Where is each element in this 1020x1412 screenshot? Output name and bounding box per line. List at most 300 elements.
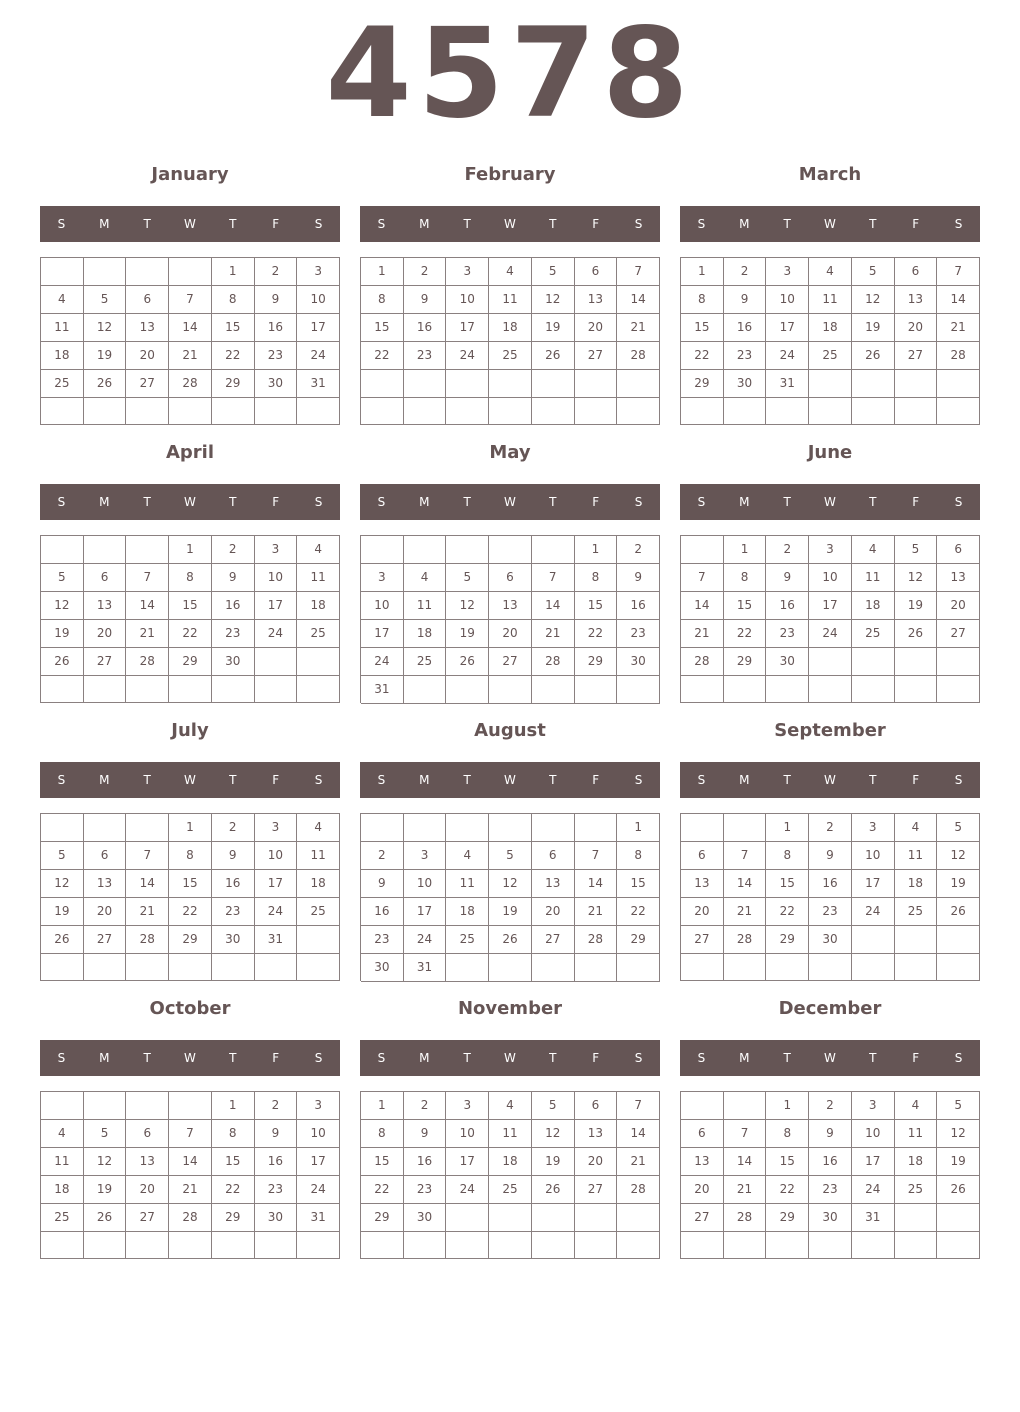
day-cell: 17 bbox=[297, 314, 340, 342]
empty-day-cell bbox=[84, 1232, 127, 1259]
day-cell: 15 bbox=[361, 314, 404, 342]
empty-day-cell bbox=[895, 370, 938, 398]
empty-day-cell bbox=[575, 954, 618, 982]
empty-day-cell bbox=[255, 676, 298, 703]
day-cell: 24 bbox=[404, 926, 447, 954]
day-cell: 5 bbox=[489, 842, 532, 870]
day-cell: 13 bbox=[681, 870, 724, 898]
weekday-label: T bbox=[549, 1051, 557, 1065]
day-cell: 22 bbox=[766, 898, 809, 926]
day-grid bbox=[360, 257, 660, 425]
day-cell: 23 bbox=[404, 1176, 447, 1204]
day-cell: 29 bbox=[724, 648, 767, 676]
day-cell: 20 bbox=[681, 898, 724, 926]
empty-day-cell bbox=[852, 648, 895, 676]
empty-day-cell bbox=[404, 370, 447, 398]
day-cell: 21 bbox=[937, 314, 980, 342]
day-cell: 1 bbox=[361, 1092, 404, 1120]
day-cell: 16 bbox=[617, 592, 660, 620]
weekday-label: S bbox=[57, 495, 66, 509]
day-cell: 1 bbox=[361, 258, 404, 286]
day-cell: 12 bbox=[446, 592, 489, 620]
day-cell: 16 bbox=[361, 898, 404, 926]
empty-day-cell bbox=[937, 370, 980, 398]
day-cell: 17 bbox=[852, 1148, 895, 1176]
day-cell: 5 bbox=[937, 1092, 980, 1120]
weekday-label: M bbox=[419, 1051, 430, 1065]
day-cell: 5 bbox=[41, 842, 84, 870]
weekday-label: S bbox=[314, 1051, 323, 1065]
day-cell: 5 bbox=[852, 258, 895, 286]
weekday-label: S bbox=[954, 217, 963, 231]
day-cell: 5 bbox=[532, 1092, 575, 1120]
day-cell: 13 bbox=[489, 592, 532, 620]
day-cell: 21 bbox=[126, 898, 169, 926]
empty-day-cell bbox=[681, 954, 724, 981]
day-cell: 26 bbox=[937, 1176, 980, 1204]
empty-day-cell bbox=[724, 1232, 767, 1259]
empty-day-cell bbox=[809, 1232, 852, 1259]
weekday-header bbox=[680, 206, 980, 242]
day-cell: 17 bbox=[809, 592, 852, 620]
empty-day-cell bbox=[126, 258, 169, 286]
day-cell: 21 bbox=[724, 1176, 767, 1204]
empty-day-cell bbox=[169, 258, 212, 286]
day-cell: 14 bbox=[617, 1120, 660, 1148]
empty-day-cell bbox=[446, 398, 489, 426]
day-cell: 26 bbox=[489, 926, 532, 954]
empty-day-cell bbox=[41, 398, 84, 425]
empty-day-cell bbox=[212, 676, 255, 703]
empty-day-cell bbox=[724, 398, 767, 425]
day-cell: 12 bbox=[937, 842, 980, 870]
day-cell: 8 bbox=[361, 286, 404, 314]
day-cell: 22 bbox=[212, 342, 255, 370]
day-cell: 6 bbox=[126, 1120, 169, 1148]
empty-day-cell bbox=[84, 814, 127, 842]
day-cell: 12 bbox=[84, 314, 127, 342]
day-cell: 29 bbox=[212, 1204, 255, 1232]
empty-day-cell bbox=[255, 1232, 298, 1259]
weekday-label: S bbox=[57, 773, 66, 787]
day-cell: 22 bbox=[212, 1176, 255, 1204]
day-cell: 1 bbox=[766, 814, 809, 842]
day-cell: 25 bbox=[404, 648, 447, 676]
day-cell: 28 bbox=[617, 1176, 660, 1204]
day-cell: 6 bbox=[84, 842, 127, 870]
empty-day-cell bbox=[681, 1232, 724, 1259]
day-cell: 27 bbox=[575, 342, 618, 370]
day-cell: 16 bbox=[809, 1148, 852, 1176]
day-cell: 26 bbox=[84, 1204, 127, 1232]
empty-day-cell bbox=[446, 814, 489, 842]
day-cell: 28 bbox=[937, 342, 980, 370]
empty-day-cell bbox=[489, 536, 532, 564]
day-cell: 15 bbox=[617, 870, 660, 898]
day-cell: 6 bbox=[895, 258, 938, 286]
day-cell: 9 bbox=[766, 564, 809, 592]
empty-day-cell bbox=[575, 1232, 618, 1259]
month-title: September bbox=[774, 720, 886, 741]
day-cell: 13 bbox=[84, 592, 127, 620]
weekday-label: F bbox=[272, 495, 280, 509]
day-cell: 23 bbox=[404, 342, 447, 370]
empty-day-cell bbox=[724, 954, 767, 981]
day-cell: 10 bbox=[297, 286, 340, 314]
day-cell: 26 bbox=[532, 1176, 575, 1204]
weekday-label: T bbox=[143, 1051, 151, 1065]
day-cell: 10 bbox=[255, 564, 298, 592]
month-june bbox=[680, 438, 980, 708]
day-cell: 28 bbox=[169, 370, 212, 398]
weekday-label: T bbox=[143, 773, 151, 787]
weekday-label: M bbox=[419, 495, 430, 509]
day-cell: 23 bbox=[255, 1176, 298, 1204]
day-cell: 2 bbox=[809, 814, 852, 842]
empty-day-cell bbox=[361, 1232, 404, 1259]
day-cell: 19 bbox=[532, 314, 575, 342]
day-cell: 6 bbox=[937, 536, 980, 564]
day-cell: 26 bbox=[84, 370, 127, 398]
day-cell: 9 bbox=[809, 842, 852, 870]
weekday-label: F bbox=[592, 773, 600, 787]
empty-day-cell bbox=[404, 536, 447, 564]
weekday-label: T bbox=[229, 1051, 237, 1065]
day-cell: 1 bbox=[681, 258, 724, 286]
day-cell: 4 bbox=[489, 1092, 532, 1120]
empty-day-cell bbox=[404, 1232, 447, 1259]
day-grid bbox=[680, 813, 980, 981]
empty-day-cell bbox=[681, 398, 724, 425]
day-cell: 5 bbox=[937, 814, 980, 842]
day-cell: 19 bbox=[84, 342, 127, 370]
weekday-header bbox=[360, 206, 660, 242]
day-cell: 25 bbox=[895, 1176, 938, 1204]
day-cell: 29 bbox=[617, 926, 660, 954]
day-cell: 9 bbox=[255, 1120, 298, 1148]
empty-day-cell bbox=[361, 536, 404, 564]
day-cell: 27 bbox=[489, 648, 532, 676]
weekday-label: S bbox=[697, 495, 706, 509]
day-cell: 7 bbox=[617, 1092, 660, 1120]
empty-day-cell bbox=[681, 536, 724, 564]
empty-day-cell bbox=[489, 954, 532, 982]
day-grid bbox=[680, 535, 980, 703]
weekday-label: T bbox=[869, 217, 877, 231]
day-cell: 18 bbox=[895, 1148, 938, 1176]
weekday-label: T bbox=[783, 1051, 791, 1065]
day-cell: 9 bbox=[212, 842, 255, 870]
day-cell: 4 bbox=[895, 814, 938, 842]
empty-day-cell bbox=[937, 398, 980, 425]
day-cell: 24 bbox=[255, 898, 298, 926]
day-grid bbox=[40, 535, 340, 703]
day-cell: 24 bbox=[361, 648, 404, 676]
month-april bbox=[40, 438, 340, 708]
empty-day-cell bbox=[489, 370, 532, 398]
empty-day-cell bbox=[809, 676, 852, 703]
day-cell: 23 bbox=[724, 342, 767, 370]
empty-day-cell bbox=[532, 370, 575, 398]
weekday-label: S bbox=[634, 773, 643, 787]
weekday-label: F bbox=[592, 217, 600, 231]
day-cell: 13 bbox=[126, 1148, 169, 1176]
day-cell: 21 bbox=[169, 342, 212, 370]
day-cell: 5 bbox=[84, 286, 127, 314]
month-february bbox=[360, 160, 660, 430]
day-cell: 16 bbox=[766, 592, 809, 620]
weekday-header bbox=[40, 1040, 340, 1076]
day-cell: 8 bbox=[361, 1120, 404, 1148]
weekday-label: S bbox=[634, 1051, 643, 1065]
day-cell: 6 bbox=[575, 258, 618, 286]
day-cell: 14 bbox=[169, 314, 212, 342]
day-cell: 13 bbox=[126, 314, 169, 342]
weekday-label: S bbox=[954, 773, 963, 787]
weekday-header bbox=[360, 762, 660, 798]
weekday-label: F bbox=[272, 1051, 280, 1065]
empty-day-cell bbox=[404, 676, 447, 704]
day-cell: 28 bbox=[126, 648, 169, 676]
day-cell: 11 bbox=[895, 1120, 938, 1148]
empty-day-cell bbox=[41, 814, 84, 842]
day-cell: 29 bbox=[575, 648, 618, 676]
month-july bbox=[40, 716, 340, 986]
empty-day-cell bbox=[617, 676, 660, 704]
empty-day-cell bbox=[169, 954, 212, 981]
day-cell: 24 bbox=[852, 898, 895, 926]
day-cell: 22 bbox=[766, 1176, 809, 1204]
day-cell: 27 bbox=[84, 648, 127, 676]
day-cell: 14 bbox=[169, 1148, 212, 1176]
day-cell: 3 bbox=[766, 258, 809, 286]
day-cell: 6 bbox=[681, 842, 724, 870]
weekday-label: M bbox=[419, 773, 430, 787]
empty-day-cell bbox=[84, 398, 127, 425]
day-cell: 27 bbox=[84, 926, 127, 954]
day-cell: 12 bbox=[84, 1148, 127, 1176]
empty-day-cell bbox=[681, 676, 724, 703]
weekday-label: M bbox=[99, 217, 110, 231]
day-cell: 29 bbox=[766, 926, 809, 954]
day-cell: 14 bbox=[681, 592, 724, 620]
day-cell: 21 bbox=[169, 1176, 212, 1204]
day-cell: 16 bbox=[212, 870, 255, 898]
day-cell: 3 bbox=[361, 564, 404, 592]
day-cell: 2 bbox=[255, 258, 298, 286]
weekday-header bbox=[360, 1040, 660, 1076]
day-cell: 6 bbox=[489, 564, 532, 592]
day-cell: 11 bbox=[895, 842, 938, 870]
day-cell: 30 bbox=[766, 648, 809, 676]
weekday-label: M bbox=[739, 495, 750, 509]
day-cell: 30 bbox=[255, 370, 298, 398]
day-cell: 1 bbox=[212, 258, 255, 286]
empty-day-cell bbox=[84, 258, 127, 286]
day-cell: 27 bbox=[532, 926, 575, 954]
day-cell: 30 bbox=[724, 370, 767, 398]
day-cell: 16 bbox=[809, 870, 852, 898]
weekday-label: S bbox=[57, 1051, 66, 1065]
month-title: July bbox=[171, 720, 209, 741]
day-cell: 23 bbox=[255, 342, 298, 370]
empty-day-cell bbox=[212, 954, 255, 981]
weekday-label: F bbox=[592, 1051, 600, 1065]
day-cell: 1 bbox=[212, 1092, 255, 1120]
day-cell: 11 bbox=[809, 286, 852, 314]
empty-day-cell bbox=[255, 954, 298, 981]
empty-day-cell bbox=[766, 1232, 809, 1259]
weekday-label: M bbox=[739, 217, 750, 231]
day-cell: 25 bbox=[895, 898, 938, 926]
day-cell: 27 bbox=[681, 1204, 724, 1232]
day-cell: 15 bbox=[169, 870, 212, 898]
day-cell: 7 bbox=[126, 564, 169, 592]
day-cell: 8 bbox=[169, 564, 212, 592]
day-cell: 23 bbox=[212, 898, 255, 926]
empty-day-cell bbox=[212, 1232, 255, 1259]
empty-day-cell bbox=[489, 814, 532, 842]
day-cell: 25 bbox=[297, 620, 340, 648]
empty-day-cell bbox=[937, 676, 980, 703]
day-cell: 13 bbox=[575, 286, 618, 314]
empty-day-cell bbox=[575, 1204, 618, 1232]
day-cell: 16 bbox=[404, 1148, 447, 1176]
empty-day-cell bbox=[724, 814, 767, 842]
day-cell: 24 bbox=[809, 620, 852, 648]
day-cell: 30 bbox=[361, 954, 404, 982]
day-cell: 13 bbox=[895, 286, 938, 314]
empty-day-cell bbox=[532, 536, 575, 564]
empty-day-cell bbox=[84, 1092, 127, 1120]
day-cell: 28 bbox=[126, 926, 169, 954]
day-cell: 11 bbox=[404, 592, 447, 620]
day-cell: 8 bbox=[617, 842, 660, 870]
weekday-label: T bbox=[783, 217, 791, 231]
day-cell: 25 bbox=[41, 370, 84, 398]
day-cell: 21 bbox=[681, 620, 724, 648]
weekday-header bbox=[40, 206, 340, 242]
day-cell: 25 bbox=[809, 342, 852, 370]
day-cell: 17 bbox=[255, 870, 298, 898]
day-cell: 4 bbox=[41, 1120, 84, 1148]
empty-day-cell bbox=[681, 1092, 724, 1120]
day-cell: 26 bbox=[41, 926, 84, 954]
day-cell: 4 bbox=[895, 1092, 938, 1120]
weekday-label: S bbox=[697, 1051, 706, 1065]
day-cell: 1 bbox=[617, 814, 660, 842]
day-cell: 12 bbox=[532, 1120, 575, 1148]
day-cell: 7 bbox=[169, 286, 212, 314]
empty-day-cell bbox=[766, 954, 809, 981]
empty-day-cell bbox=[937, 1204, 980, 1232]
empty-day-cell bbox=[297, 398, 340, 425]
day-cell: 22 bbox=[169, 620, 212, 648]
day-cell: 24 bbox=[766, 342, 809, 370]
weekday-label: T bbox=[783, 773, 791, 787]
day-grid bbox=[40, 1091, 340, 1259]
day-cell: 9 bbox=[404, 286, 447, 314]
day-cell: 18 bbox=[446, 898, 489, 926]
day-cell: 21 bbox=[617, 1148, 660, 1176]
day-cell: 2 bbox=[361, 842, 404, 870]
empty-day-cell bbox=[446, 536, 489, 564]
empty-day-cell bbox=[297, 676, 340, 703]
empty-day-cell bbox=[126, 1092, 169, 1120]
day-cell: 30 bbox=[617, 648, 660, 676]
day-cell: 12 bbox=[41, 592, 84, 620]
day-cell: 29 bbox=[361, 1204, 404, 1232]
day-cell: 16 bbox=[255, 1148, 298, 1176]
day-cell: 24 bbox=[446, 342, 489, 370]
weekday-label: W bbox=[184, 217, 196, 231]
day-cell: 3 bbox=[446, 258, 489, 286]
empty-day-cell bbox=[212, 398, 255, 425]
day-cell: 20 bbox=[126, 1176, 169, 1204]
empty-day-cell bbox=[852, 676, 895, 703]
empty-day-cell bbox=[446, 1232, 489, 1259]
empty-day-cell bbox=[575, 676, 618, 704]
day-cell: 24 bbox=[852, 1176, 895, 1204]
day-cell: 27 bbox=[126, 370, 169, 398]
empty-day-cell bbox=[617, 398, 660, 426]
month-september bbox=[680, 716, 980, 986]
day-cell: 20 bbox=[532, 898, 575, 926]
day-cell: 25 bbox=[446, 926, 489, 954]
day-cell: 6 bbox=[84, 564, 127, 592]
day-cell: 13 bbox=[937, 564, 980, 592]
day-cell: 3 bbox=[255, 536, 298, 564]
day-cell: 19 bbox=[489, 898, 532, 926]
day-cell: 4 bbox=[446, 842, 489, 870]
day-cell: 4 bbox=[809, 258, 852, 286]
empty-day-cell bbox=[575, 814, 618, 842]
day-cell: 9 bbox=[404, 1120, 447, 1148]
day-cell: 23 bbox=[809, 1176, 852, 1204]
day-cell: 15 bbox=[212, 314, 255, 342]
weekday-label: T bbox=[549, 217, 557, 231]
day-cell: 14 bbox=[724, 1148, 767, 1176]
day-cell: 23 bbox=[617, 620, 660, 648]
day-cell: 18 bbox=[41, 342, 84, 370]
weekday-label: W bbox=[184, 495, 196, 509]
day-cell: 29 bbox=[169, 648, 212, 676]
day-cell: 23 bbox=[766, 620, 809, 648]
day-cell: 10 bbox=[361, 592, 404, 620]
weekday-label: S bbox=[377, 217, 386, 231]
month-december bbox=[680, 994, 980, 1264]
empty-day-cell bbox=[126, 1232, 169, 1259]
day-cell: 22 bbox=[361, 1176, 404, 1204]
day-cell: 31 bbox=[766, 370, 809, 398]
day-cell: 7 bbox=[724, 842, 767, 870]
day-cell: 3 bbox=[852, 814, 895, 842]
day-cell: 22 bbox=[575, 620, 618, 648]
empty-day-cell bbox=[852, 954, 895, 981]
month-title: February bbox=[464, 164, 556, 185]
day-cell: 12 bbox=[532, 286, 575, 314]
day-cell: 27 bbox=[126, 1204, 169, 1232]
day-cell: 20 bbox=[84, 898, 127, 926]
day-cell: 19 bbox=[84, 1176, 127, 1204]
day-cell: 5 bbox=[84, 1120, 127, 1148]
weekday-label: T bbox=[463, 1051, 471, 1065]
empty-day-cell bbox=[724, 676, 767, 703]
day-cell: 4 bbox=[297, 536, 340, 564]
day-cell: 5 bbox=[532, 258, 575, 286]
weekday-label: W bbox=[824, 1051, 836, 1065]
day-cell: 9 bbox=[255, 286, 298, 314]
